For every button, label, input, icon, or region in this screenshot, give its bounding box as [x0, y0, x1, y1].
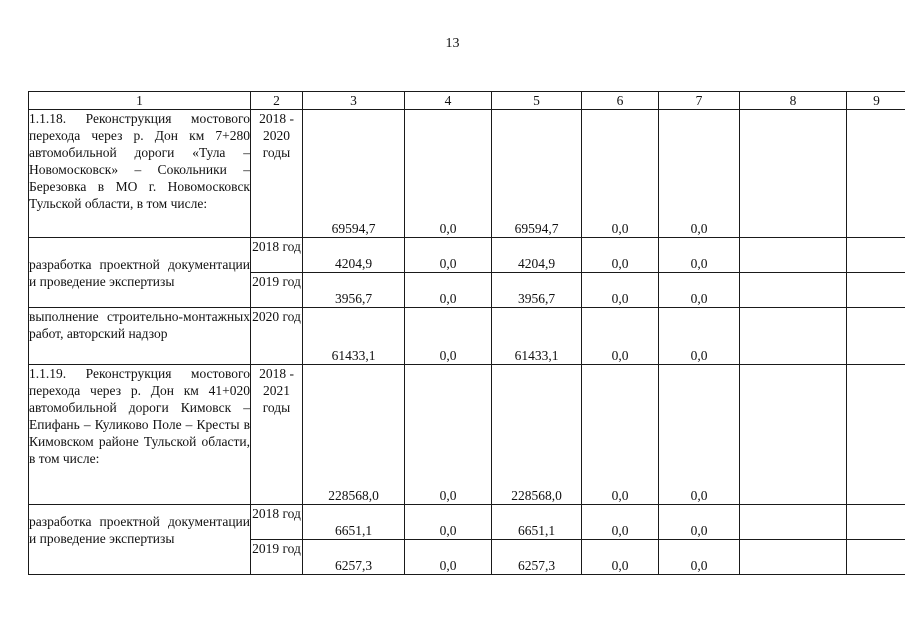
table-row: [29, 365, 905, 505]
column-header: 3: [303, 92, 405, 110]
item-year: 2018 год: [251, 505, 303, 540]
value-cell: 0,0: [582, 540, 659, 575]
empty-cell: [847, 540, 905, 575]
table-row: [29, 238, 905, 273]
item-name: 1.1.19. Реконструкция мостового перехода через р. Дон км 41+020 автомобильной дороги Кимовск – Епифань – Куликово Поле – Кресты в Кимовском районе Тульской области, в том числе:: [29, 365, 251, 505]
value-cell: 0,0: [659, 308, 740, 365]
column-header: 7: [659, 92, 740, 110]
item-period: 2018 - 2020 годы: [251, 110, 303, 238]
value-cell: 6257,3: [303, 540, 405, 575]
value-cell: 6651,1: [492, 505, 582, 540]
item-year: 2018 год: [251, 238, 303, 273]
item-name: выполнение строительно-монтажных работ, авторский надзор: [29, 308, 251, 365]
value-cell: 0,0: [582, 110, 659, 238]
value-cell: 4204,9: [492, 238, 582, 273]
empty-cell: [740, 365, 847, 505]
empty-cell: [740, 110, 847, 238]
value-cell: 0,0: [405, 365, 492, 505]
column-header: 1: [29, 92, 251, 110]
value-cell: 0,0: [582, 273, 659, 308]
value-cell: 0,0: [405, 505, 492, 540]
empty-cell: [847, 238, 905, 273]
value-cell: 0,0: [582, 238, 659, 273]
table-row: [29, 505, 905, 540]
value-cell: 0,0: [582, 505, 659, 540]
item-year: 2019 год: [251, 273, 303, 308]
budget-table: [28, 91, 905, 575]
value-cell: 0,0: [405, 308, 492, 365]
item-year: 2019 год: [251, 540, 303, 575]
empty-cell: [847, 308, 905, 365]
column-header: 9: [847, 92, 905, 110]
header-row: [29, 92, 905, 110]
value-cell: 0,0: [405, 540, 492, 575]
empty-cell: [740, 308, 847, 365]
table-row: [29, 308, 905, 365]
item-year: 2020 год: [251, 308, 303, 365]
empty-cell: [740, 505, 847, 540]
item-period: 2018 - 2021 годы: [251, 365, 303, 505]
empty-cell: [740, 238, 847, 273]
item-name: 1.1.18. Реконструкция мостового перехода через р. Дон км 7+280 автомобильной дороги «Тула – Новомосковск» – Сокольники – Березовка в МО г. Новомосковск Тульской области, в том числе:: [29, 110, 251, 238]
value-cell: 69594,7: [303, 110, 405, 238]
value-cell: 0,0: [659, 273, 740, 308]
empty-cell: [740, 273, 847, 308]
value-cell: 61433,1: [303, 308, 405, 365]
page-number: 13: [445, 36, 460, 51]
empty-cell: [847, 110, 905, 238]
value-cell: 3956,7: [303, 273, 405, 308]
value-cell: 0,0: [582, 365, 659, 505]
value-cell: 0,0: [405, 238, 492, 273]
item-name: разработка проектной документации и проведение экспертизы: [29, 505, 251, 575]
value-cell: 0,0: [405, 110, 492, 238]
value-cell: 0,0: [659, 540, 740, 575]
value-cell: 0,0: [659, 505, 740, 540]
empty-cell: [847, 505, 905, 540]
value-cell: 0,0: [582, 308, 659, 365]
empty-cell: [847, 365, 905, 505]
column-header: 5: [492, 92, 582, 110]
value-cell: 0,0: [659, 365, 740, 505]
value-cell: 0,0: [659, 238, 740, 273]
column-header: 4: [405, 92, 492, 110]
value-cell: 228568,0: [492, 365, 582, 505]
value-cell: 61433,1: [492, 308, 582, 365]
column-header: 8: [740, 92, 847, 110]
value-cell: 69594,7: [492, 110, 582, 238]
value-cell: 0,0: [659, 110, 740, 238]
empty-cell: [847, 273, 905, 308]
column-header: 2: [251, 92, 303, 110]
table-row: [29, 110, 905, 238]
empty-cell: [740, 540, 847, 575]
value-cell: 4204,9: [303, 238, 405, 273]
column-header: 6: [582, 92, 659, 110]
value-cell: 6257,3: [492, 540, 582, 575]
value-cell: 3956,7: [492, 273, 582, 308]
value-cell: 0,0: [405, 273, 492, 308]
item-name: разработка проектной документации и проведение экспертизы: [29, 238, 251, 308]
value-cell: 228568,0: [303, 365, 405, 505]
value-cell: 6651,1: [303, 505, 405, 540]
